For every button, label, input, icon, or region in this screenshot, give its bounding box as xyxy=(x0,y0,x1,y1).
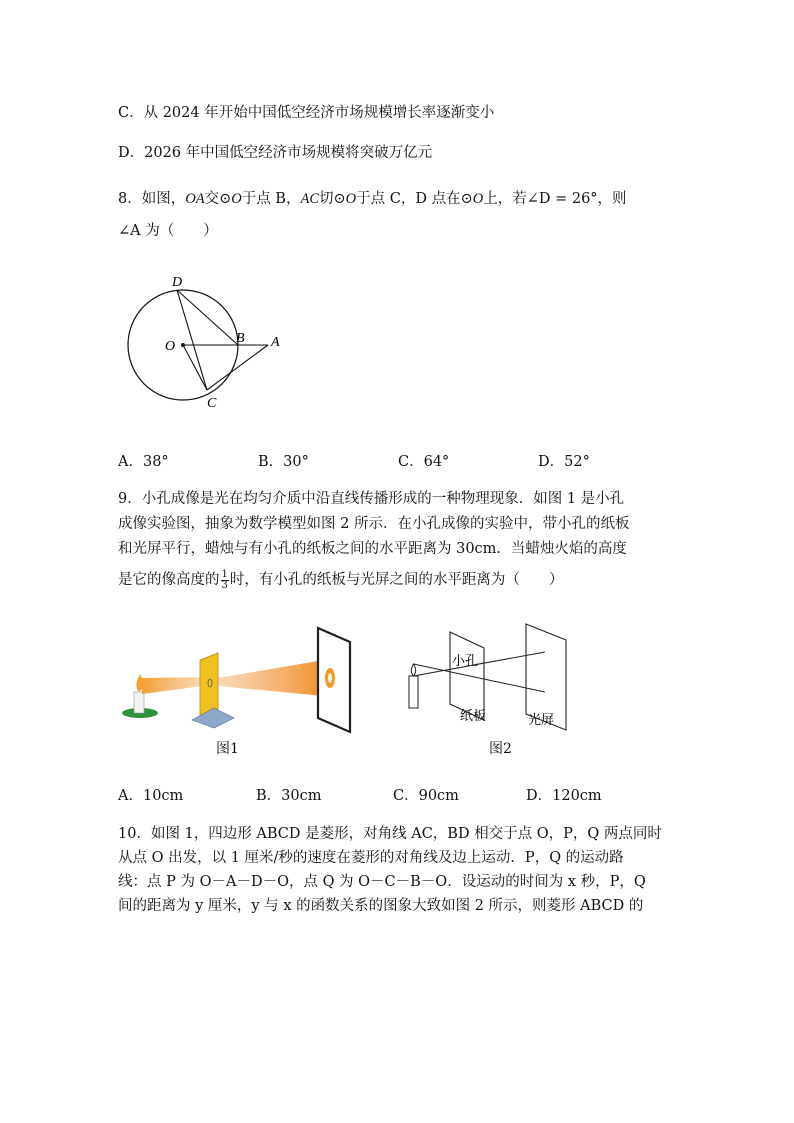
q9-option-d: D．120cm xyxy=(526,788,602,804)
q10-line2: 从点 O 出发，以 1 厘米/秒的速度在菱形的对角线及边上运动．P，Q 的运动路 xyxy=(118,850,624,866)
q8-option-b: B．30° xyxy=(258,454,309,470)
q9-fig1-caption: 图1 xyxy=(216,741,239,757)
model-ray-bottom xyxy=(414,652,546,676)
q9-fraction xyxy=(221,570,229,591)
model-label-board: 纸板 xyxy=(460,708,487,723)
beam-right xyxy=(218,660,324,696)
q8-t1: 交 xyxy=(204,191,220,207)
q10-line4: 间的距离为 y 厘米，y 与 x 的函数关系的图象大致如图 2 所示，则菱形 ABCD 的 xyxy=(118,898,644,914)
q10-line3: 线：点 P 为 O－A－D－O，点 Q 为 O－C－B－O．设运动的时间为 x 秒，P，Q xyxy=(118,874,646,890)
q9-option-c: C．90cm xyxy=(393,788,459,804)
q8-oa: OA xyxy=(185,191,205,207)
q9-line4a: 是它的像高度的 xyxy=(118,572,220,588)
q7-option-c: C．从 2024 年开始中国低空经济市场规模增长率逐渐变小 xyxy=(118,105,495,121)
q8-label-c: C xyxy=(207,396,217,411)
q8-stem-line2: ∠A 为（ ） xyxy=(118,223,218,239)
q8-t3: 切 xyxy=(319,191,334,207)
q8-label-o: O xyxy=(165,339,176,354)
q8-center-dot xyxy=(181,343,185,347)
model-board xyxy=(450,632,484,720)
q8-t4: 于点 C，D 点在 xyxy=(356,191,461,207)
q9-option-a: A．10cm xyxy=(118,788,184,804)
model-label-screen: 光屏 xyxy=(528,712,555,727)
q9-option-b: B．30cm xyxy=(256,788,322,804)
q9-frac-den: 3 xyxy=(221,579,228,591)
q8-figure xyxy=(118,268,298,413)
q9-fig2-caption: 图2 xyxy=(489,741,512,757)
model-ray-top xyxy=(414,664,546,692)
candle-body xyxy=(134,692,144,713)
q8-number: 8．如图， xyxy=(118,191,186,207)
q8-circle-o3: ⊙O xyxy=(460,191,484,207)
q8-segment-db xyxy=(177,290,238,345)
q8-segment-dc xyxy=(177,290,207,390)
q8-circle-o2: ⊙O xyxy=(333,191,357,207)
q9-frac-num: 1 xyxy=(221,568,228,580)
model-candle xyxy=(409,676,418,708)
q9-figure1 xyxy=(118,620,358,735)
q7-option-d: D．2026 年中国低空经济市场规模将突破万亿元 xyxy=(118,145,433,161)
model-label-hole: 小孔 xyxy=(452,653,479,668)
q8-label-a: A xyxy=(271,335,280,350)
q9-line3: 和光屏平行，蜡烛与有小孔的纸板之间的水平距离为 30cm．当蜡烛火焰的高度 xyxy=(118,541,627,557)
q8-t2: 于点 B， xyxy=(241,191,301,207)
q8-ac: AC xyxy=(300,191,319,207)
q10-line1: 10．如图 1，四边形 ABCD 是菱形，对角线 AC，BD 相交于点 O，P，Q 两点同时 xyxy=(118,826,662,842)
q8-option-c: C．64° xyxy=(398,454,450,470)
q8-stem-line1 xyxy=(118,187,627,208)
q9-line4b: 时，有小孔的纸板与光屏之间的水平距离为（ ） xyxy=(229,572,564,588)
model-flame xyxy=(411,664,416,676)
q9-line1: 9．小孔成像是光在均匀介质中沿直线传播形成的一种物理现象．如图 1 是小孔 xyxy=(118,491,625,507)
q8-option-a: A．38° xyxy=(118,454,169,470)
q8-option-d: D．52° xyxy=(538,454,590,470)
q9-line2: 成像实验图，抽象为数学模型如图 2 所示．在小孔成像的实验中，带小孔的纸板 xyxy=(118,516,630,532)
q8-t5: 上，若∠D = 26°，则 xyxy=(483,191,627,207)
q9-figure2 xyxy=(402,618,582,736)
q8-circle-o1: ⊙O xyxy=(219,191,242,207)
board-stand xyxy=(192,708,234,728)
q8-label-b: B xyxy=(236,331,245,346)
q8-label-d: D xyxy=(172,275,183,290)
q9-line4 xyxy=(118,568,563,591)
